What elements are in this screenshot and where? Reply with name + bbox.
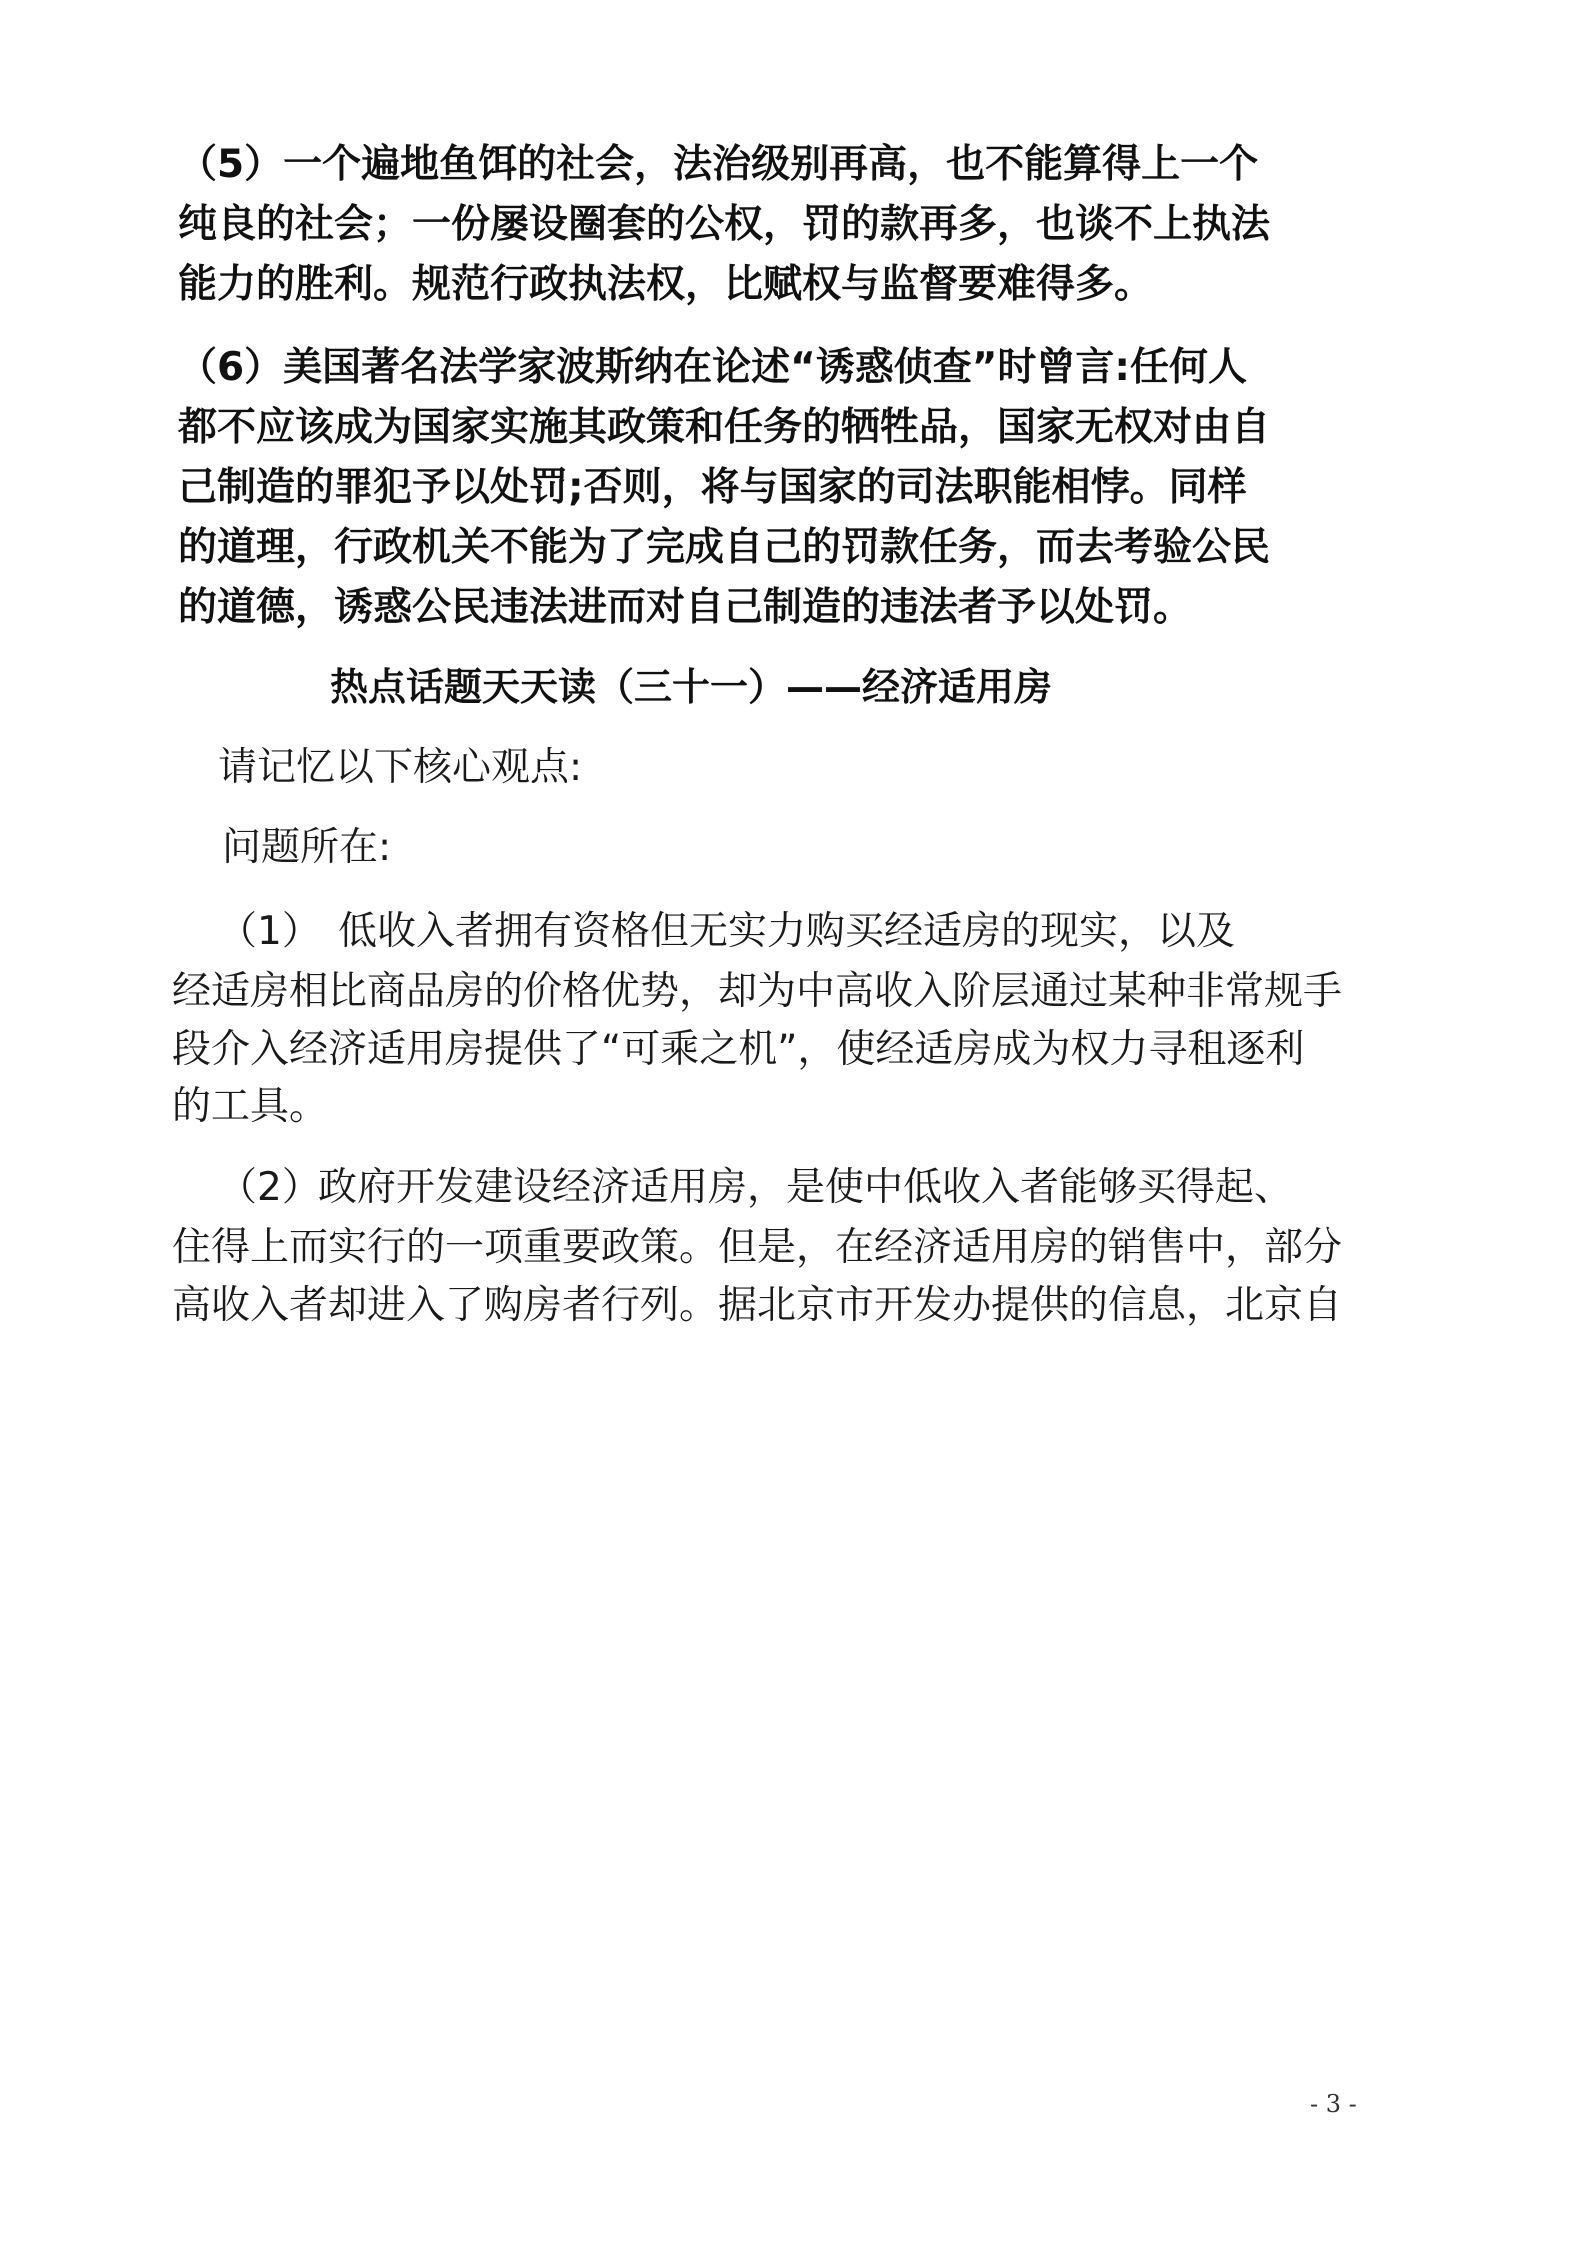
item-number: （2） [218,1165,321,1210]
text-line: （6）美国著名法学家波斯纳在论述“诱惑侦查”时曾言:任何人 [178,345,1247,390]
memorize-label [0,738,1594,798]
text-line: 己制造的罪犯予以处罚;否则，将与国家的司法职能相悖。同样 [178,465,1247,510]
paragraph-5-line-3 [0,255,1594,315]
item-1-line-4 [0,1077,1594,1137]
memorize-label-text: 请记忆以下核心观点: [218,745,583,790]
item-1-line-1 [0,902,1594,962]
item-2-line-3 [0,1276,1594,1336]
paragraph-5-line-2 [0,195,1594,255]
problem-label-text: 问题所在: [222,825,392,870]
problem-label [0,818,1594,878]
text-line: 低收入者拥有资格但无实力购买经适房的现实，以及 [338,909,1236,954]
text-line: 都不应该成为国家实施其政策和任务的牺牲品，国家无权对由自 [178,405,1271,450]
text-line: 的道理，行政机关不能为了完成自己的罚款任务，而去考验公民 [178,525,1271,570]
text-line: 住得上而实行的一项重要政策。但是，在经济适用房的销售中，部分 [172,1225,1343,1270]
text-line: 政府开发建设经济适用房，是使中低收入者能够买得起、 [318,1165,1294,1210]
paragraph-6-line-3 [0,458,1594,518]
text-line: 的工具。 [172,1084,329,1129]
item-number: （1） [218,909,321,954]
text-line: 经适房相比商品房的价格优势，却为中高收入阶层通过某种非常规手 [172,969,1343,1014]
text-line: 段介入经济适用房提供了“可乘之机”，使经适房成为权力寻租逐利 [172,1027,1305,1072]
text-line: 的道德，诱惑公民违法进而对自己制造的违法者予以处罚。 [178,585,1193,630]
section-title-text: 热点话题天天读（三十一）——经济适用房 [330,665,1053,709]
paragraph-5-line-1 [0,135,1594,195]
item-2-line-2 [0,1218,1594,1278]
item-1-line-3 [0,1020,1594,1080]
page-number: - 3 - [1310,2090,1357,2118]
item-2-line-1 [0,1158,1594,1218]
section-title [0,657,1594,717]
text-line: （5）一个遍地鱼饵的社会，法治级别再高，也不能算得上一个 [178,142,1259,187]
paragraph-6-line-4 [0,518,1594,578]
text-line: 高收入者却进入了购房者行列。据北京市开发办提供的信息，北京自 [172,1283,1343,1328]
paragraph-6-line-2 [0,398,1594,458]
text-line: 能力的胜利。规范行政执法权，比赋权与监督要难得多。 [178,262,1154,307]
text-line: 纯良的社会；一份屡设圈套的公权，罚的款再多，也谈不上执法 [178,202,1271,247]
paragraph-6-line-5 [0,578,1594,638]
item-1-line-2 [0,962,1594,1022]
paragraph-6-line-1 [0,338,1594,398]
